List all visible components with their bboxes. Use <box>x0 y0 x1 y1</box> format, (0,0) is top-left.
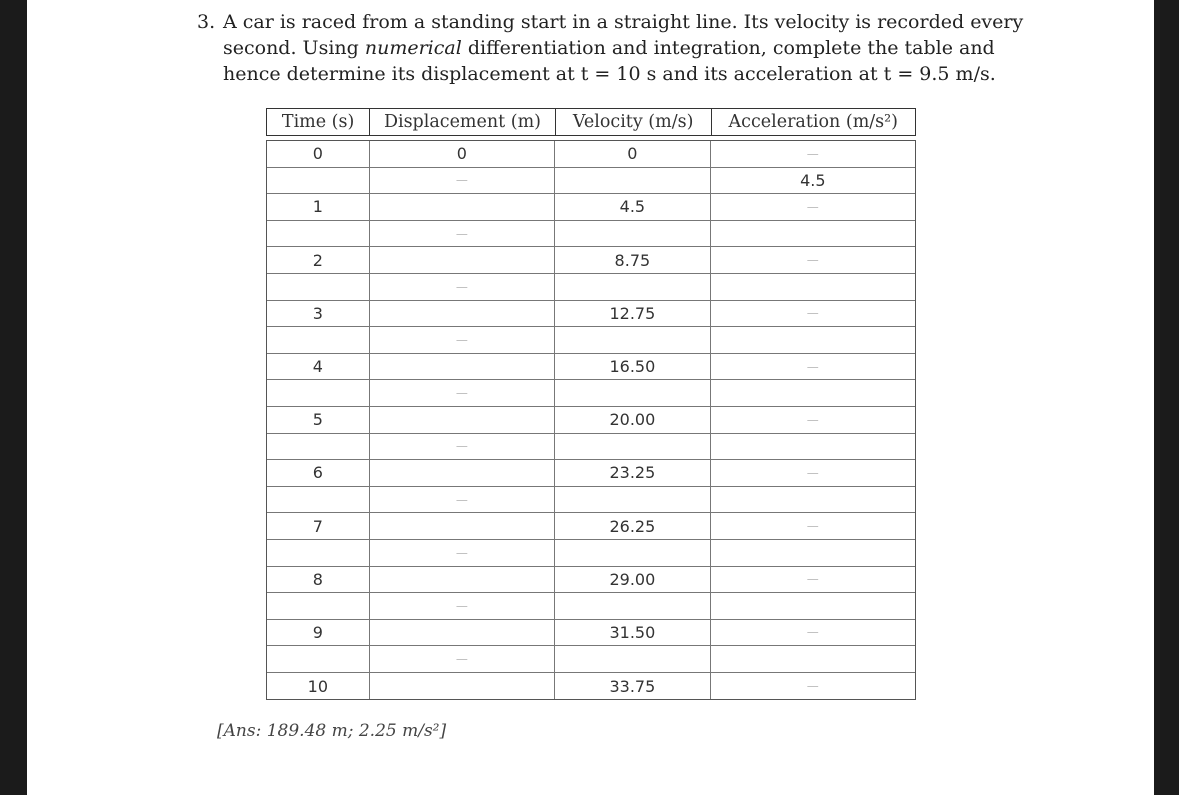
velocity-cell: 20.00 <box>555 407 711 433</box>
time-cell <box>267 646 370 672</box>
time-cell <box>267 593 370 619</box>
time-cell <box>267 221 370 247</box>
displacement-cell <box>370 513 555 539</box>
time-cell: 9 <box>267 620 370 646</box>
acceleration-cell <box>711 487 915 513</box>
acceleration-cell: — <box>806 412 819 427</box>
displacement-cell: — <box>370 168 555 194</box>
displacement-cell <box>370 354 555 380</box>
problem-line-2-pre: second. Using <box>223 37 365 59</box>
acceleration-cell <box>711 434 915 460</box>
velocity-cell: 0 <box>555 141 711 167</box>
header-velocity: Velocity (m/s) <box>556 109 712 135</box>
header-acceleration: Acceleration (m/s²) <box>728 112 899 132</box>
table-row <box>267 513 915 540</box>
displacement-cell <box>370 194 555 220</box>
acceleration-cell: — <box>806 572 819 587</box>
time-cell: 7 <box>267 513 370 539</box>
time-cell: 1 <box>267 194 370 220</box>
acceleration-cell <box>711 540 915 566</box>
velocity-cell: 16.50 <box>555 354 711 380</box>
displacement-cell: — <box>370 380 555 406</box>
acceleration-cell <box>711 221 915 247</box>
table-row <box>267 194 915 221</box>
time-cell <box>267 540 370 566</box>
table-row <box>267 540 915 567</box>
time-cell: 2 <box>267 247 370 273</box>
acceleration-cell: — <box>806 199 819 214</box>
table-row <box>267 247 915 274</box>
acceleration-cell: — <box>806 359 819 374</box>
table-row <box>267 487 915 514</box>
acceleration-cell: 4.5 <box>800 170 826 190</box>
time-cell <box>267 380 370 406</box>
velocity-cell <box>555 380 711 406</box>
velocity-cell <box>555 434 711 460</box>
velocity-cell: 4.5 <box>555 194 711 220</box>
table-row <box>267 567 915 594</box>
time-cell <box>267 168 370 194</box>
table-row <box>267 673 915 700</box>
velocity-cell: 29.00 <box>555 567 711 593</box>
velocity-cell: 8.75 <box>555 247 711 273</box>
acceleration-cell: — <box>806 306 819 321</box>
velocity-cell <box>555 221 711 247</box>
displacement-cell: — <box>370 593 555 619</box>
displacement-cell <box>370 620 555 646</box>
time-cell: 5 <box>267 407 370 433</box>
time-cell: 4 <box>267 354 370 380</box>
acceleration-cell: — <box>806 519 819 534</box>
time-cell: 10 <box>267 673 370 700</box>
velocity-cell <box>555 487 711 513</box>
header-displacement: Displacement (m) <box>370 109 556 135</box>
displacement-cell <box>370 460 555 486</box>
problem-number: 3. <box>197 11 216 33</box>
displacement-cell <box>370 407 555 433</box>
displacement-cell: — <box>370 274 555 300</box>
problem-line-2-post: differentiation and integration, complete the table and <box>461 37 995 59</box>
velocity-cell <box>555 274 711 300</box>
displacement-cell: — <box>370 327 555 353</box>
velocity-cell: 23.25 <box>555 460 711 486</box>
table-row <box>267 168 915 195</box>
displacement-cell <box>370 301 555 327</box>
time-cell: 3 <box>267 301 370 327</box>
acceleration-cell <box>711 380 915 406</box>
table-row <box>267 460 915 487</box>
velocity-cell <box>555 540 711 566</box>
velocity-cell: 12.75 <box>555 301 711 327</box>
displacement-cell: — <box>370 487 555 513</box>
table-body <box>266 140 916 700</box>
table-row <box>267 434 915 461</box>
answer-text: [Ans: 189.48 m; 2.25 m/s²] <box>217 721 447 741</box>
velocity-cell <box>555 168 711 194</box>
acceleration-cell: — <box>806 679 819 694</box>
time-cell: 6 <box>267 460 370 486</box>
time-cell: 8 <box>267 567 370 593</box>
velocity-cell: 26.25 <box>555 513 711 539</box>
acceleration-cell: — <box>806 465 819 480</box>
header-time: Time (s) <box>267 109 370 135</box>
velocity-cell <box>555 646 711 672</box>
table-row <box>267 593 915 620</box>
acceleration-cell <box>711 274 915 300</box>
displacement-cell: — <box>370 540 555 566</box>
displacement-cell: — <box>370 646 555 672</box>
acceleration-cell: — <box>806 625 819 640</box>
table-row <box>267 354 915 381</box>
acceleration-cell: — <box>806 146 819 161</box>
time-cell <box>267 327 370 353</box>
time-cell <box>267 434 370 460</box>
problem-line-3: hence determine its displacement at t = 10 s and its acceleration at t = 9.5 m/s. <box>223 63 996 85</box>
displacement-cell <box>370 247 555 273</box>
table-row <box>267 221 915 248</box>
table-row <box>267 141 915 168</box>
data-table <box>266 108 916 700</box>
displacement-cell: — <box>370 221 555 247</box>
table-row <box>267 327 915 354</box>
time-cell <box>267 487 370 513</box>
problem-line-2 <box>223 35 995 61</box>
time-cell <box>267 274 370 300</box>
table-row <box>267 380 915 407</box>
acceleration-cell <box>711 593 915 619</box>
displacement-cell: — <box>370 434 555 460</box>
table-header <box>266 108 916 136</box>
displacement-cell <box>370 567 555 593</box>
velocity-cell <box>555 593 711 619</box>
velocity-cell: 31.50 <box>555 620 711 646</box>
problem-line-2-emphasis: numerical <box>364 37 462 59</box>
displacement-cell <box>370 673 555 700</box>
acceleration-cell <box>711 327 915 353</box>
table-row <box>267 646 915 673</box>
table-row <box>267 301 915 328</box>
table-row <box>267 620 915 647</box>
velocity-cell: 33.75 <box>555 673 711 700</box>
acceleration-cell <box>711 646 915 672</box>
table-row <box>267 407 915 434</box>
problem-line-1: A car is raced from a standing start in a straight line. Its velocity is recorded every <box>223 11 1024 33</box>
time-cell: 0 <box>267 141 370 167</box>
velocity-cell <box>555 327 711 353</box>
displacement-cell: 0 <box>370 141 555 167</box>
table-row <box>267 274 915 301</box>
acceleration-cell: — <box>806 253 819 268</box>
